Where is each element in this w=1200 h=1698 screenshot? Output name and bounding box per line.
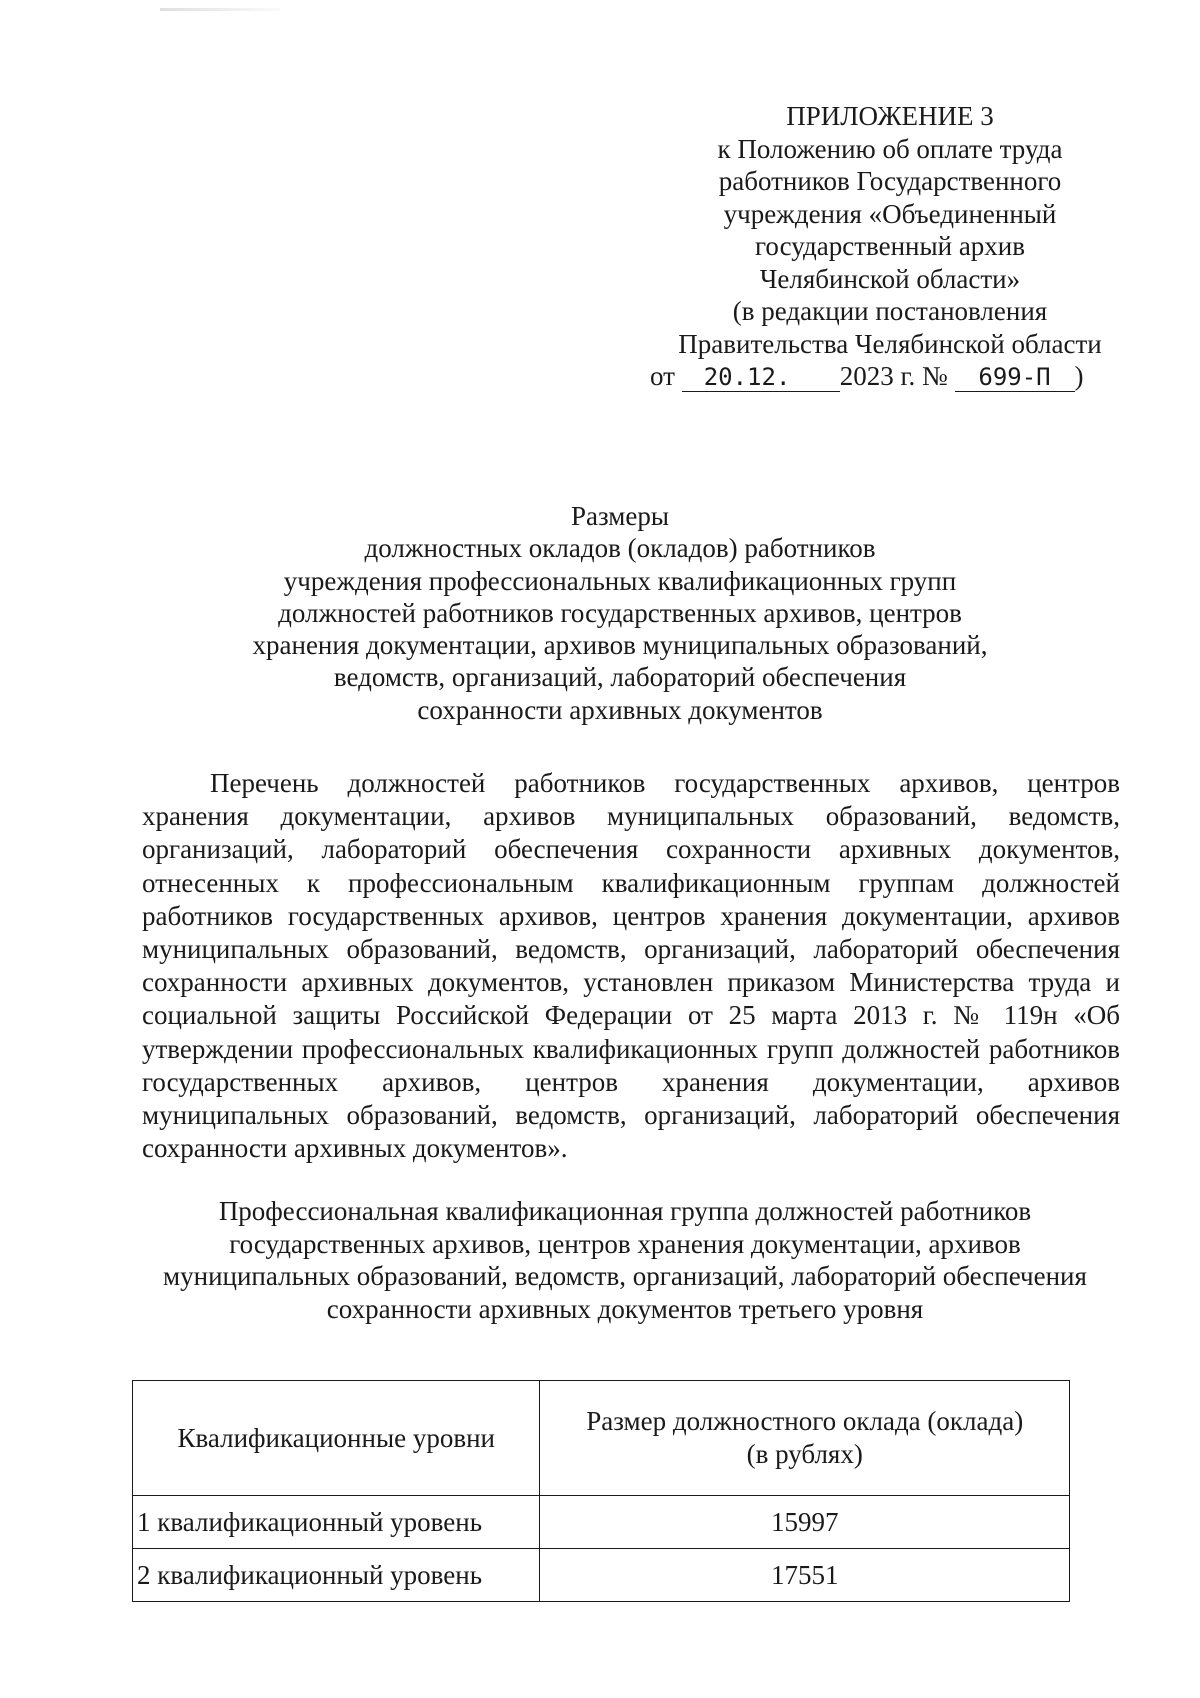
- title-line: ведомств, организаций, лабораторий обеспечения: [333, 662, 907, 693]
- header-salary: [540, 1381, 1070, 1496]
- appendix-title: ПРИЛОЖЕНИЕ 3: [786, 101, 994, 131]
- group-heading-line: сохранности архивных документов третьего уровня: [326, 1293, 924, 1324]
- header-salary-line2: (в рублях): [746, 1439, 863, 1469]
- cell-salary: 15997: [540, 1496, 1070, 1549]
- header-level: Квалификационные уровни: [133, 1381, 540, 1496]
- group-heading-line: муниципальных образований, ведомств, организаций, лабораторий обеспечения: [163, 1261, 1087, 1291]
- resolution-date-field: 20.12.: [682, 363, 840, 392]
- body-paragraph: Перечень должностей работников государственных архивов, центров хранения документации, архивов муниципальных образований, ведомств, организаций, лабораторий обеспечения сохранности архивных документов, отнесенных к профессиональным квалификационным группам должностей работников государственных архивов, центров хранения документации, архивов муниципальных образований, ведомств, организаций, лабораторий обеспечения сохранности архивных документов, установлен приказом Министерства труда и социальной защиты Российской Федерации от 25 марта 2013 г. № 119н «Об утверждении профессиональных квалификационных групп должностей работников государственных архивов, центров хранения документации, архивов муниципальных образований, ведомств, организаций, лабораторий обеспечения сохранности архивных документов».: [142, 768, 1120, 1164]
- group-heading-line: государственных архивов, центров хранения документации, архивов: [229, 1228, 1021, 1259]
- appendix-line: государственный архив: [755, 231, 1025, 261]
- resolution-number-field: 699-П: [955, 363, 1075, 392]
- group-heading: [130, 1195, 1120, 1325]
- title-line: Размеры: [571, 501, 669, 531]
- year-number-label: 2023 г. №: [839, 361, 948, 391]
- resolution-date-line: [650, 360, 1120, 393]
- appendix-line: (в редакции постановления: [732, 296, 1048, 326]
- table-header-row: [133, 1381, 1070, 1496]
- title-line: хранения документации, архивов муниципальных образований,: [252, 630, 988, 661]
- table-row: [133, 1496, 1070, 1549]
- header-salary-line1: Размер должностного оклада (оклада): [586, 1406, 1024, 1436]
- group-heading-line: Профессиональная квалификационная группа должностей работников: [218, 1196, 1032, 1226]
- appendix-line: работников Государственного: [718, 166, 1062, 196]
- table-row: [133, 1549, 1070, 1602]
- appendix-line: Правительства Челябинской области: [678, 328, 1102, 359]
- date-prefix: от: [650, 361, 675, 391]
- title-line: сохранности архивных документов: [417, 694, 823, 725]
- salary-table: [132, 1380, 1070, 1602]
- closing-parenthesis: ): [1074, 361, 1084, 391]
- cell-level: 1 квалификационный уровень: [133, 1496, 540, 1549]
- title-line: должностных окладов (окладов) работников: [364, 533, 876, 564]
- appendix-line: учреждения «Объединенный: [723, 198, 1057, 229]
- appendix-line: к Положению об оплате труда: [717, 133, 1063, 164]
- cell-salary: 17551: [540, 1549, 1070, 1602]
- document-title: [140, 500, 1100, 726]
- scan-artifact: [160, 8, 280, 11]
- appendix-block: [650, 100, 1120, 393]
- title-line: должностей работников государственных архивов, центров: [278, 597, 962, 628]
- title-line: учреждения профессиональных квалификационных групп: [283, 565, 957, 596]
- cell-level: 2 квалификационный уровень: [133, 1549, 540, 1602]
- appendix-line: Челябинской области»: [759, 263, 1021, 294]
